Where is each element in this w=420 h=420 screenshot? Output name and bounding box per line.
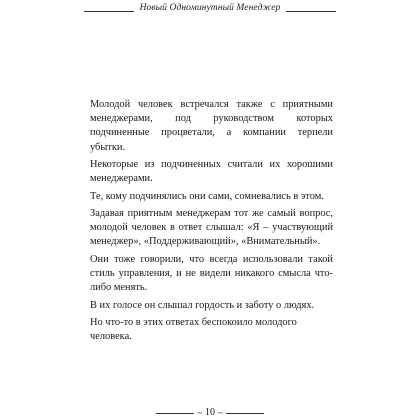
paragraph-2: Некоторые из подчиненных считали их хорошими менеджерами. bbox=[90, 159, 333, 185]
paragraph-1: Молодой человек встречался также с приятными менеджерами, под руководством которых подчиненные процветали, а компании терпели убытки. bbox=[90, 99, 333, 153]
paragraph-5: Они тоже говорили, что всегда использовали такой стиль управления, и не видели никакого смысла что-либо менять. bbox=[90, 253, 333, 294]
paragraph-3: Те, кому подчинялись они сами, сомневались в этом. bbox=[90, 190, 324, 202]
paragraph-7: Но что-то в этих ответах беспокоило молодого человека. bbox=[90, 316, 297, 343]
ornament-right-icon: ~ bbox=[218, 408, 223, 418]
footer-rule-left bbox=[156, 413, 194, 414]
paragraph-6: В их голосе он слышал гордость и заботу о людях. bbox=[90, 299, 315, 311]
footer-rule-right bbox=[226, 413, 264, 414]
running-header-title: Новый Одноминутный Менеджер bbox=[139, 3, 281, 13]
body-text bbox=[90, 98, 333, 348]
header-rule-left bbox=[84, 11, 134, 12]
page-footer bbox=[140, 406, 280, 420]
header-rule-right bbox=[286, 11, 336, 12]
page-number: 10 bbox=[205, 407, 215, 418]
ornament-left-icon: ~ bbox=[197, 408, 202, 418]
paragraph-4: Задавая приятным менеджерам тот же самый вопрос, молодой человек в ответ слышал: «Я – участвующий менеджер», «Поддерживающий», «Внимательный». bbox=[90, 207, 333, 248]
running-header bbox=[60, 1, 360, 15]
